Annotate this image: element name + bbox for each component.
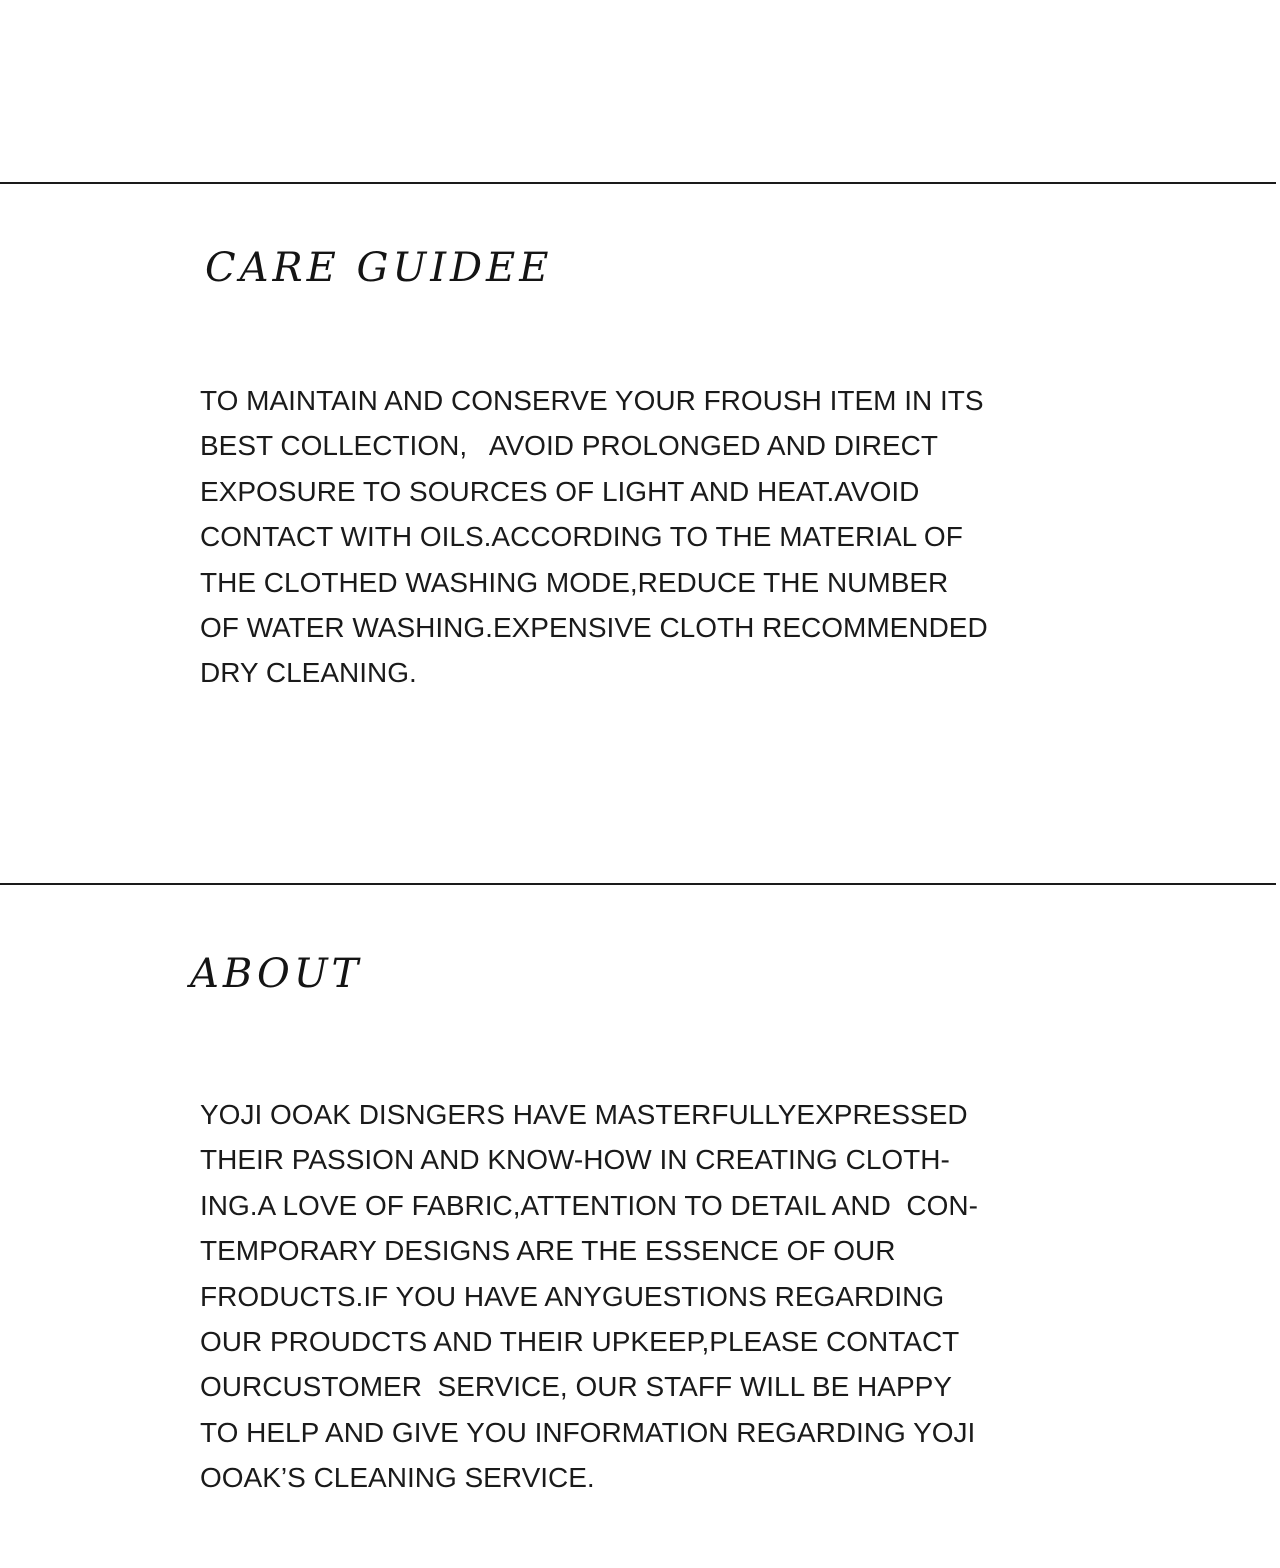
care-guide-line: BEST COLLECTION, AVOID PROLONGED AND DIRECT (200, 430, 939, 462)
care-guide-line: DRY CLEANING. (200, 657, 417, 689)
about-line: OUR PROUDCTS AND THEIR UPKEEP,PLEASE CONTACT (200, 1325, 960, 1357)
care-guide-line: CONTACT WITH OILS.ACCORDING TO THE MATERIAL OF (200, 521, 963, 553)
about-line: OURCUSTOMER SERVICE, OUR STAFF WILL BE HAPPY (200, 1371, 952, 1403)
care-guide-body (200, 378, 1100, 696)
about-title: ABOUT (190, 951, 363, 997)
about-line: TO HELP AND GIVE YOU INFORMATION REGARDING YOJI (200, 1416, 976, 1448)
care-guide-line: TO MAINTAIN AND CONSERVE YOUR FROUSH ITEM IN ITS (200, 385, 984, 416)
about-line: OOAK’S CLEANING SERVICE. (200, 1462, 595, 1494)
about-body (200, 1092, 1100, 1501)
about-line: YOJI OOAK DISNGERS HAVE MASTERFULLYEXPRESSED (200, 1099, 968, 1130)
care-guide-line: THE CLOTHED WASHING MODE,REDUCE THE NUMBER (200, 566, 949, 598)
care-guide-title: CARE GUIDEE (205, 245, 553, 291)
about-line: THEIR PASSION AND KNOW-HOW IN CREATING CLOTH- (200, 1144, 950, 1176)
about-line: ING.A LOVE OF FABRIC,ATTENTION TO DETAIL AND CON- (200, 1189, 978, 1221)
about-line: TEMPORARY DESIGNS ARE THE ESSENCE OF OUR (200, 1235, 896, 1267)
middle-divider (0, 883, 1276, 885)
care-guide-line: OF WATER WASHING.EXPENSIVE CLOTH RECOMMENDED (200, 611, 988, 643)
care-guide-line: EXPOSURE TO SOURCES OF LIGHT AND HEAT.AVOID (200, 475, 920, 507)
about-line: FRODUCTS.IF YOU HAVE ANYGUESTIONS REGARDING (200, 1280, 945, 1312)
top-divider (0, 182, 1276, 184)
